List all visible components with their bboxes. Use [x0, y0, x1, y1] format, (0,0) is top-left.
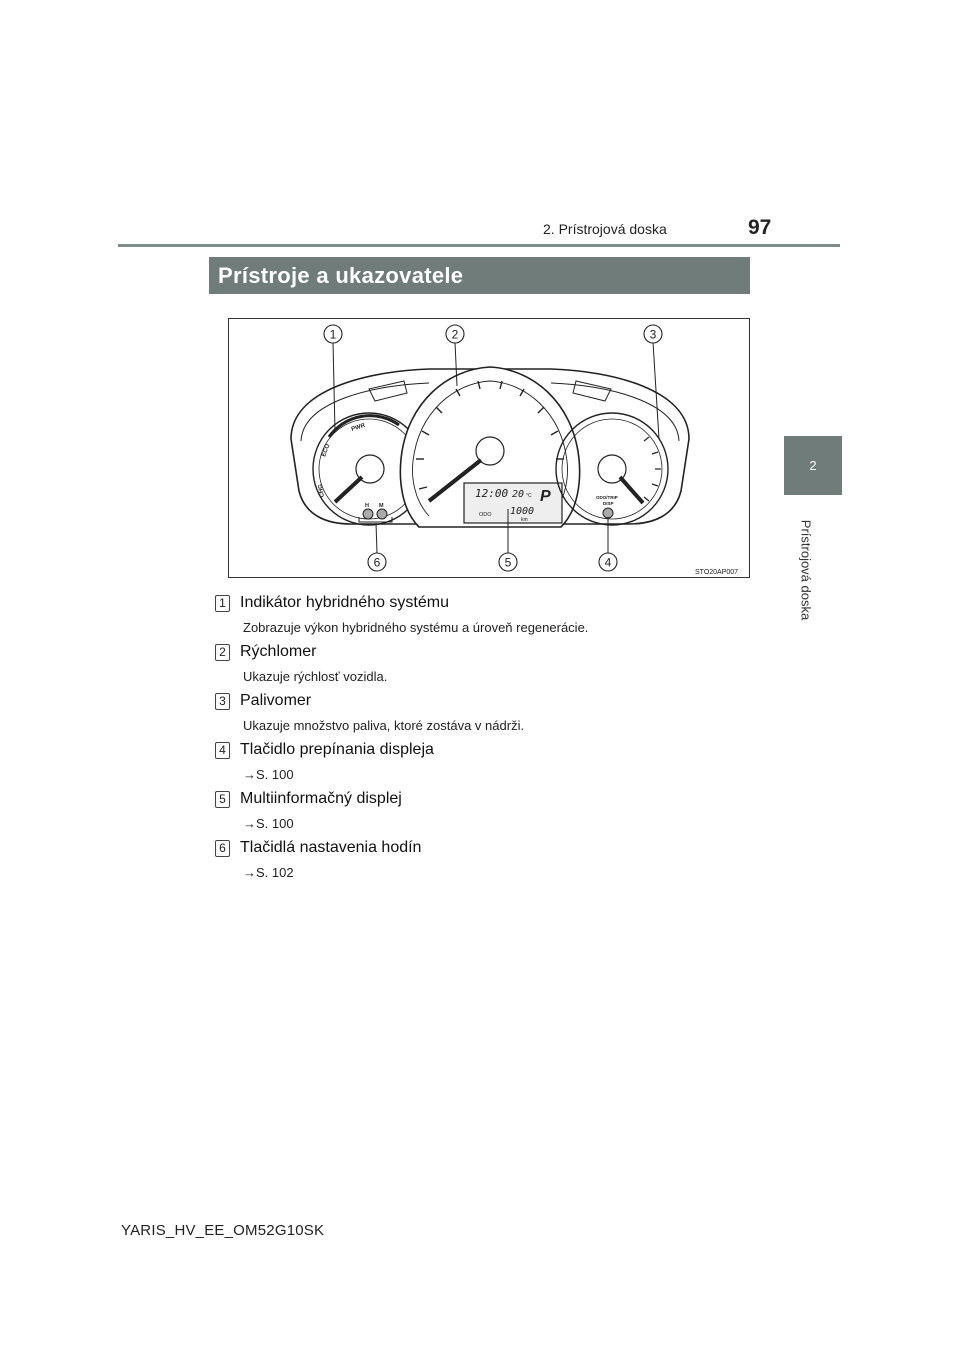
- display-switch-button: [603, 508, 613, 518]
- item-number-badge: 3: [215, 693, 230, 710]
- disp-label: DISP: [603, 501, 614, 506]
- item-description: Ukazuje rýchlosť vozidla.: [243, 669, 388, 684]
- header-section-title: 2. Prístrojová doska: [543, 221, 667, 237]
- clock-buttons-bracket: [359, 517, 392, 522]
- header-divider: [118, 244, 840, 247]
- callout-2: [446, 325, 464, 343]
- chapter-label: [796, 520, 816, 620]
- chapter-label-text: Prístrojová doska: [798, 519, 814, 621]
- callout-5: [499, 553, 517, 571]
- display-gear: P: [540, 488, 551, 505]
- callout-3: [644, 325, 662, 343]
- display-odo-unit: km: [521, 517, 528, 523]
- callout-6-number: 6: [373, 555, 381, 570]
- section-title-bar: [209, 257, 750, 294]
- page-reference-link[interactable]: →S. 100: [243, 816, 294, 831]
- odo-trip-label: ODO/TRIP: [596, 495, 618, 500]
- chg-label: CHG: [317, 483, 326, 498]
- callout-1-number: 1: [329, 327, 337, 342]
- callout-4: [599, 553, 617, 571]
- list-item: [215, 590, 775, 639]
- chapter-number: 2: [809, 458, 817, 473]
- clock-hour-button: [363, 509, 373, 519]
- page-reference-link[interactable]: →S. 102: [243, 865, 294, 880]
- list-item: [215, 786, 775, 835]
- item-number-badge: 5: [215, 791, 230, 808]
- callout-3-number: 3: [649, 327, 657, 342]
- item-title: Multiinformačný displej: [240, 790, 402, 807]
- figure-code: STO20AP007: [695, 569, 739, 576]
- callout-6: [368, 553, 386, 571]
- item-title: Indikátor hybridného systému: [240, 594, 449, 611]
- display-odometer: 1000: [510, 506, 535, 517]
- section-title: Prístroje a ukazovatele: [218, 263, 464, 288]
- list-item: [215, 835, 775, 884]
- pwr-label: PWR: [350, 422, 366, 433]
- chapter-tab: [784, 436, 842, 495]
- page-number: 97: [748, 216, 772, 239]
- fuel-gauge-needle: [620, 477, 643, 503]
- clock-minute-button: [377, 509, 387, 519]
- list-item: [215, 737, 775, 786]
- display-temp-unit: °C: [526, 493, 532, 499]
- list-item: [215, 639, 775, 688]
- visor-right: [573, 381, 611, 401]
- callout-4-number: 4: [604, 555, 612, 570]
- item-title: Rýchlomer: [240, 643, 317, 660]
- visor-left: [369, 381, 407, 401]
- document-code: YARIS_HV_EE_OM52G10SK: [121, 1222, 325, 1239]
- legend-list: [215, 590, 775, 884]
- display-temperature: 20: [512, 489, 525, 500]
- page-reference-link[interactable]: →S. 100: [243, 767, 294, 782]
- callout-2-number: 2: [451, 327, 459, 342]
- hybrid-gauge-needle: [335, 477, 362, 502]
- item-title: Tlačidlá nastavenia hodín: [240, 839, 422, 856]
- item-description: Ukazuje množstvo paliva, ktoré zostáva v nádrži.: [243, 718, 525, 733]
- list-item: [215, 688, 775, 737]
- item-title: Palivomer: [240, 692, 312, 709]
- eco-label: ECO: [321, 443, 332, 458]
- item-number-badge: 2: [215, 644, 230, 661]
- item-number-badge: 1: [215, 595, 230, 612]
- item-number-badge: 6: [215, 840, 230, 857]
- callout-5-number: 5: [504, 555, 512, 570]
- display-clock: 12:00: [475, 487, 509, 500]
- fuel-gauge-ticks: [644, 437, 661, 501]
- callout-1: [324, 325, 342, 343]
- clock-h-label: H: [365, 503, 369, 509]
- instrument-cluster-illustration: [229, 319, 751, 579]
- item-number-badge: 4: [215, 742, 230, 759]
- item-description: Zobrazuje výkon hybridného systému a úroveň regenerácie.: [243, 620, 589, 635]
- item-title: Tlačidlo prepínania displeja: [240, 741, 434, 758]
- clock-m-label: M: [379, 503, 384, 509]
- instrument-cluster-figure: [228, 318, 750, 578]
- display-odo-label: ODO: [479, 512, 492, 518]
